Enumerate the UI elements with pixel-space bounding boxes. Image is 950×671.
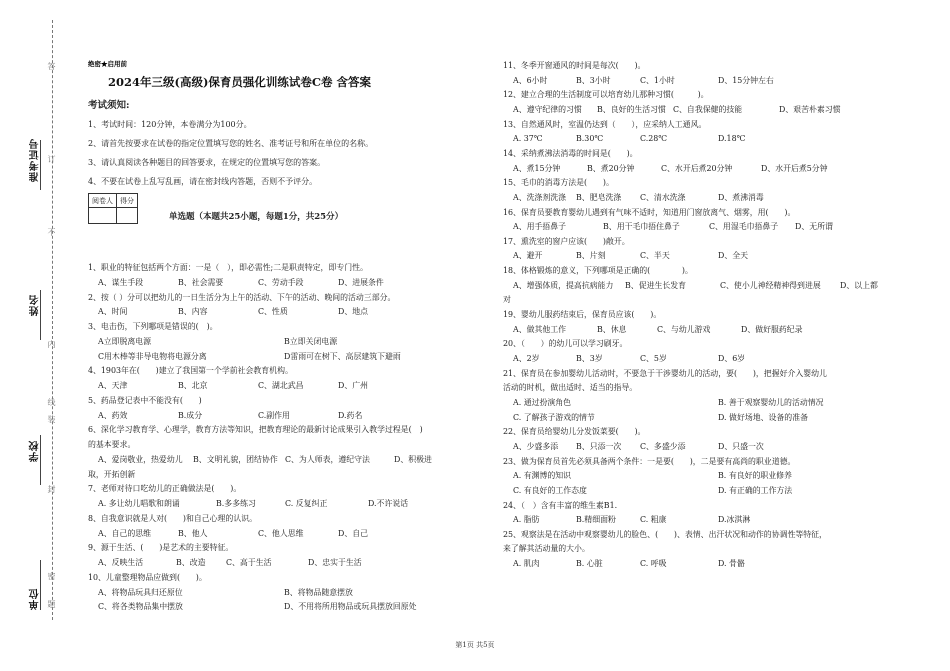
answer-option[interactable]: C、1小时 — [640, 75, 675, 85]
answer-option[interactable]: C、与幼儿游戏 — [657, 324, 711, 334]
page-number: 第1页 共5页 — [455, 641, 495, 649]
answer-option[interactable]: A、煮15分钟 — [513, 163, 561, 173]
confidential-mark: 绝密★启用前 — [88, 60, 127, 68]
answer-option[interactable]: C. 粗康 — [640, 515, 667, 525]
answer-option[interactable]: C、自我保健的技能 — [673, 104, 743, 114]
answer-option[interactable]: A. 多让幼儿唱歌和朗诵 — [98, 499, 180, 508]
answer-option[interactable]: B、文明礼貌，团结协作 — [193, 454, 278, 464]
label-unit: 单位 — [30, 588, 41, 610]
question-stem: 1、职业的特征包括两个方面：一是（ ），即必需性;二是职责特定，即专门性。 — [88, 263, 368, 272]
question-stem: 21、保育员在参加婴幼儿活动时，不要急于干涉婴幼儿的活动，要( )，把握好介入婴幼儿 — [503, 368, 827, 378]
score-table — [88, 193, 138, 224]
answer-option[interactable]: D、无所谓 — [795, 222, 833, 232]
question-continuation: 对 — [503, 295, 511, 305]
answer-option[interactable]: D、全天 — [718, 251, 748, 261]
seal-char: 线 — [47, 398, 56, 406]
answer-option[interactable]: D、水开后煮5分钟 — [761, 163, 828, 173]
answer-option[interactable]: B、片刻 — [576, 251, 606, 261]
score-cell[interactable] — [117, 208, 138, 224]
seal-char: 订 — [47, 155, 56, 163]
answer-option[interactable]: D、广州 — [338, 381, 368, 390]
answer-option[interactable]: C、半天 — [640, 251, 670, 261]
answer-option[interactable]: B.30℃ — [576, 134, 604, 144]
answer-option[interactable]: A、洗涤剂洗涤 — [513, 192, 567, 202]
answer-option[interactable]: C、用湿毛巾捂鼻子 — [709, 222, 779, 232]
answer-option[interactable]: D.18℃ — [718, 134, 746, 144]
question-stem: 20、（ ）的幼儿可以学习刷牙。 — [503, 339, 628, 349]
answer-option[interactable]: D、以上都 — [840, 280, 878, 290]
label-name: 姓名 — [30, 294, 41, 316]
answer-option[interactable]: A、药效 — [98, 410, 128, 420]
answer-option[interactable]: A立即脱离电源 — [98, 336, 152, 346]
answer-option[interactable]: D、煮沸消毒 — [718, 192, 764, 202]
answer-option[interactable]: A. 脂肪 — [513, 515, 540, 525]
answer-option[interactable]: C、劳动手段 — [258, 277, 304, 287]
answer-option[interactable]: A、时间 — [98, 307, 128, 317]
answer-option[interactable]: A、避开 — [513, 251, 543, 261]
answer-option[interactable]: D. 有正确的工作方法 — [718, 485, 793, 495]
answer-option[interactable]: C. 反复纠正 — [285, 499, 328, 508]
answer-option[interactable]: A、2岁 — [513, 354, 540, 363]
question-stem: 9、源于生活、( )是艺术的主要特征。 — [88, 543, 234, 553]
notice-item: 2、请首先按要求在试卷的指定位置填写您的姓名、准考证号和所在单位的名称。 — [88, 139, 374, 148]
question-stem: 4、1903年在( )建立了我国第一个学前社会教育机构。 — [88, 366, 293, 376]
answer-option[interactable]: D、不用将所用物品或玩具摆放回原处 — [284, 602, 417, 612]
answer-option[interactable]: D、6岁 — [718, 354, 746, 363]
seal-char: 装 — [47, 415, 56, 423]
question-stem: 15、毛巾的消毒方法是( )。 — [503, 178, 614, 188]
answer-option[interactable]: A、谋生手段 — [98, 277, 144, 287]
question-stem: 8、自我意识就是人对( )和自己心理的认识。 — [88, 513, 257, 523]
answer-option[interactable]: C. 呼吸 — [640, 559, 667, 569]
answer-option[interactable]: C. 有良好的工作态度 — [513, 485, 587, 495]
question-stem: 7、老师对待口吃幼儿的正确做法是( )。 — [88, 484, 242, 494]
question-stem: 的基本要求。 — [88, 440, 136, 449]
answer-option[interactable]: D、忠实于生活 — [308, 558, 362, 567]
question-stem: 18、体格锻炼的意义，下列哪项是正确的( )。 — [503, 266, 693, 276]
notice-heading: 考试须知: — [88, 100, 130, 111]
answer-option[interactable]: A、自己的思维 — [98, 528, 152, 538]
answer-option[interactable]: B、改造 — [176, 558, 206, 567]
question-stem: 25、观察法是在活动中观察婴幼儿的脸色、( )、表情、出汗状况和动作的协调性等特征， — [503, 529, 827, 539]
question-continuation: 取，开拓创新 — [88, 469, 136, 479]
answer-option[interactable]: B、煮20分钟 — [587, 163, 635, 173]
grader-cell[interactable] — [89, 208, 117, 224]
answer-option[interactable]: C用木棒等非导电物将电源分离 — [98, 351, 207, 361]
answer-option[interactable]: A、少盛多添 — [513, 441, 559, 451]
answer-option[interactable]: B、3小时 — [576, 75, 611, 85]
answer-option[interactable]: D、自己 — [338, 528, 368, 538]
answer-option[interactable]: B.精细面粉 — [576, 515, 616, 525]
answer-option[interactable]: B、内容 — [178, 307, 208, 317]
answer-option[interactable]: C、他人思维 — [258, 528, 304, 538]
answer-option[interactable]: C、将各类物品集中摆放 — [98, 602, 183, 612]
answer-option[interactable]: C、为人师表，遵纪守法 — [285, 454, 370, 464]
question-stem: 16、保育员要教育婴幼儿遇到有气味不适时，知道用门窗放离气、烟雾，用( )。 — [503, 207, 796, 217]
answer-option[interactable]: A. 肌肉 — [513, 559, 540, 569]
answer-option[interactable]: A. 通过扮演角色 — [513, 397, 572, 407]
question-stem: 5、药品登记表中不能没有( ) — [88, 395, 202, 405]
answer-option[interactable]: A、爱岗敬业，热爱幼儿 — [98, 454, 183, 464]
answer-option[interactable]: D、地点 — [338, 307, 368, 317]
question-stem: 11、冬季开窗通风的时间是每次( )。 — [503, 61, 646, 70]
answer-option[interactable]: C.28℃ — [640, 134, 668, 144]
answer-option[interactable]: D、只盛一次 — [718, 441, 764, 451]
answer-option[interactable]: C、性质 — [258, 307, 288, 317]
answer-option[interactable]: B、将物品随意摆放 — [284, 587, 353, 597]
answer-option[interactable]: B立即关闭电源 — [284, 336, 338, 346]
question-stem: 19、婴幼儿服药结束后，保育员应该( )。 — [503, 310, 662, 320]
answer-option[interactable]: B、用干毛巾捂住鼻子 — [603, 222, 680, 232]
notice-item: 3、请认真阅读各种题目的回答要求，在规定的位置填写您的答案。 — [88, 158, 326, 167]
question-stem: 3、电击伤，下列哪项是错误的( )。 — [88, 322, 218, 331]
question-stem: 12、建立合理的生活制度可以培育幼儿那种习惯( )。 — [503, 90, 709, 100]
answer-option[interactable]: B、良好的生活习惯 — [597, 104, 666, 114]
question-stem: 活动的时机，做出适时、适当的指导。 — [503, 383, 638, 393]
answer-option[interactable]: C、使小儿神经精神得到进展 — [720, 280, 821, 290]
answer-option[interactable]: C、清水洗涤 — [640, 192, 686, 202]
answer-option[interactable]: A、用手捂鼻子 — [513, 222, 567, 232]
answer-option[interactable]: D.冰淇淋 — [718, 515, 751, 525]
question-stem: 10、儿童整理物品应做到( )。 — [88, 572, 207, 582]
answer-option[interactable]: B、北京 — [178, 381, 208, 390]
answer-option[interactable]: B、他人 — [178, 528, 208, 538]
answer-option[interactable]: A、反映生活 — [98, 558, 144, 567]
answer-option[interactable]: A、遵守纪律的习惯 — [513, 104, 582, 114]
seal-char: 封 — [47, 485, 56, 493]
answer-option[interactable]: C、湖北武昌 — [258, 381, 304, 390]
notice-item: 4、不要在试卷上乱写乱画，请在密封线内答题，否则不予评分。 — [88, 177, 318, 186]
answer-option[interactable]: D、15分钟左右 — [718, 75, 774, 85]
seal-line — [52, 20, 53, 620]
answer-option[interactable]: B. 有良好的职业修养 — [718, 471, 792, 481]
answer-option[interactable]: D. 骨骼 — [718, 559, 745, 569]
answer-option[interactable]: D雷雨可在树下、高层建筑下避雨 — [284, 351, 401, 361]
seal-char: 密 — [47, 572, 56, 580]
notice-item: 1、考试时间：120分钟，本卷满分为100分。 — [88, 120, 252, 129]
question-stem: 17、熏洗室的窗户应该( )敞开。 — [503, 236, 630, 246]
answer-option[interactable]: C、5岁 — [640, 354, 667, 363]
answer-option[interactable]: A、增强体质，提高抗病能力 — [513, 280, 614, 290]
answer-option[interactable]: C. 了解孩子游戏的情节 — [513, 412, 595, 422]
answer-option[interactable]: C.副作用 — [258, 410, 290, 420]
answer-option[interactable]: A、天津 — [98, 381, 128, 390]
answer-option[interactable]: D、进展条件 — [338, 277, 384, 287]
seal-char: 内 — [47, 340, 56, 348]
answer-option[interactable]: A、将物品玩具归还原位 — [98, 587, 183, 597]
seal-char: 题 — [47, 600, 56, 608]
answer-option[interactable]: B.多多练习 — [216, 499, 256, 508]
answer-option[interactable]: C、多盛少添 — [640, 441, 686, 451]
question-stem: 14、采纳煮沸法消毒的时间是( )。 — [503, 148, 638, 158]
answer-option[interactable]: B、只添一次 — [576, 441, 622, 451]
answer-option[interactable]: A、做其他工作 — [513, 324, 567, 334]
answer-option[interactable]: D.药名 — [338, 410, 363, 420]
answer-option[interactable]: B、肥皂洗涤 — [576, 192, 622, 202]
answer-option[interactable]: B. 善于观察婴幼儿的活动情况 — [718, 397, 824, 407]
answer-option[interactable]: C、高于生活 — [226, 558, 272, 567]
answer-option[interactable]: B、休息 — [597, 324, 627, 334]
answer-option[interactable]: B、促进生长发育 — [625, 280, 687, 290]
answer-option[interactable]: B、3岁 — [576, 354, 603, 363]
question-stem: 24、（ ）含有丰富的维生素B1. — [503, 500, 618, 510]
answer-option[interactable]: A. 有渊博的知识 — [513, 471, 572, 481]
answer-option[interactable]: D、积极进 — [394, 454, 432, 464]
answer-option[interactable]: A. 37℃ — [513, 134, 543, 144]
seal-char: 答 — [47, 62, 56, 70]
label-school: 学校 — [30, 440, 41, 462]
question-stem: 13、自然通风时，室温仍达到（ ），应采纳人工通风。 — [503, 119, 707, 129]
answer-option[interactable]: C、水开后煮20分钟 — [661, 163, 733, 173]
answer-option[interactable]: B、社会需要 — [178, 277, 224, 287]
question-stem: 22、保育员给婴幼儿分发饭菜要( )。 — [503, 427, 646, 437]
answer-option[interactable]: B. 心脏 — [576, 559, 603, 569]
question-stem: 6、深化学习教育学、心理学，教育方法等知识，把教育理论的最新讨论成果引入教学过程是( ) — [88, 425, 423, 435]
answer-option[interactable]: A、6小时 — [513, 75, 548, 85]
section-heading: 单选题（本题共25小题，每题1分，共25分） — [169, 212, 344, 222]
score-header: 得分 — [117, 194, 138, 208]
answer-option[interactable]: D、艰苦朴素习惯 — [779, 104, 841, 114]
seal-char: 不 — [47, 228, 56, 236]
answer-option[interactable]: D. 做好场地、设备的准备 — [718, 412, 808, 422]
page-title: 2024年三级(高级)保育员强化训练试卷C卷 含答案 — [108, 75, 372, 89]
question-stem: 2、按（ ）分可以把幼儿的一日生活分为上午的活动、下午的活动、晚间的活动三部分。 — [88, 292, 396, 302]
answer-option[interactable]: D、做好服药纪录 — [741, 324, 803, 334]
question-stem: 来了解其活动量的大小。 — [503, 544, 590, 554]
question-stem: 23、做为保育员首先必须具备两个条件：一是要( )，二是要有高尚的职业道德。 — [503, 456, 796, 466]
binding-strip — [0, 0, 80, 671]
answer-option[interactable]: D.不许说话 — [368, 499, 409, 508]
label-exam-number: 准考证号 — [30, 138, 41, 182]
grader-header: 阅卷人 — [89, 194, 117, 208]
answer-option[interactable]: B.成分 — [178, 410, 203, 420]
